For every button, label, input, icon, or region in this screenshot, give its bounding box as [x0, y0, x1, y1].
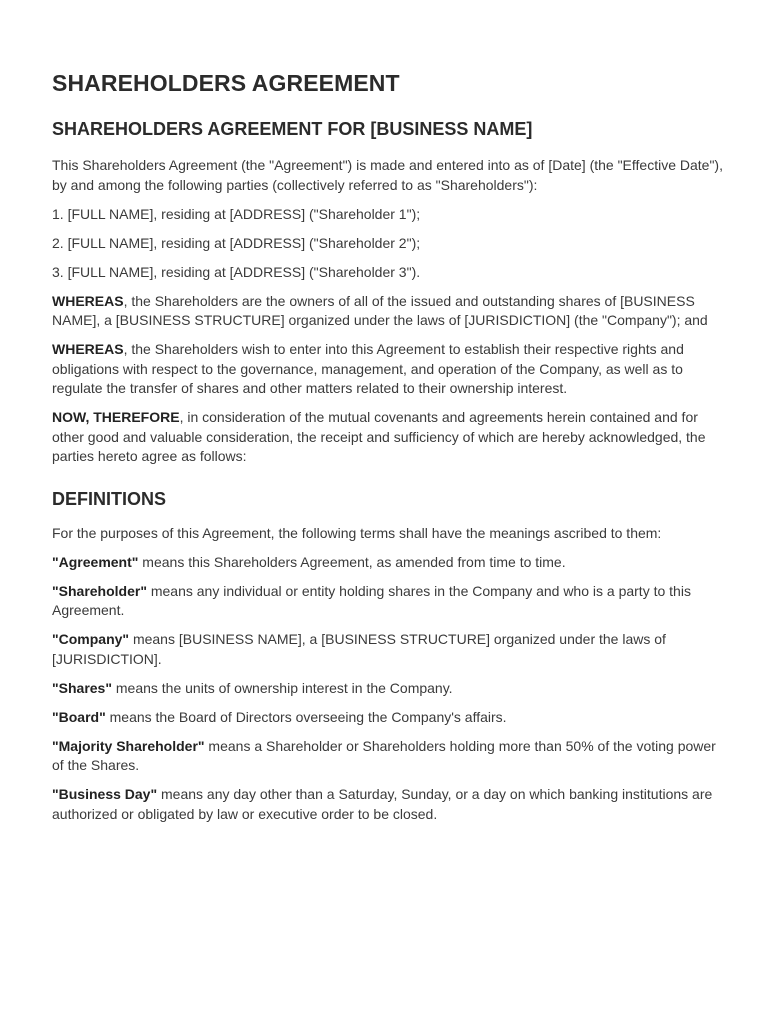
definition-term: "Majority Shareholder": [52, 737, 205, 754]
definition-meaning: means a Shareholder or Shareholders holding more than 50% of the voting power of the Shares.: [52, 737, 716, 773]
recital-text: , in consideration of the mutual covenants and agreements herein contained and for other good and valuable consideration, the receipt and sufficiency of which are hereby acknowledged, the parties hereto agree as follows:: [52, 409, 706, 464]
recital-lead: WHEREAS: [52, 292, 124, 309]
definition-meaning: means this Shareholders Agreement, as amended from time to time.: [138, 553, 566, 570]
definition-item: [52, 785, 724, 824]
definition-meaning: means any individual or entity holding shares in the Company and who is a party to this Agreement.: [52, 582, 691, 618]
definition-term: "Shareholder": [52, 582, 147, 599]
definition-term: "Shares": [52, 679, 112, 696]
definition-term: "Company": [52, 631, 130, 647]
recital-text: , the Shareholders are the owners of all of the issued and outstanding shares of [BUSINESS NAME], a [BUSINESS STRUCTURE] organized under the laws of [JURISDICTION] (the "Company"); and: [52, 292, 708, 328]
definition-meaning: means the units of ownership interest in the Company.: [111, 679, 453, 696]
party-item: 3. [FULL NAME], residing at [ADDRESS] ("Shareholder 3").: [52, 263, 421, 280]
definition-meaning: means [BUSINESS NAME], a [BUSINESS STRUCTURE] organized under the laws of [JURISDICTION].: [52, 631, 666, 667]
definition-item: [52, 553, 724, 573]
definitions-intro: For the purposes of this Agreement, the following terms shall have the meanings ascribed to them:: [52, 524, 662, 541]
party-item: 1. [FULL NAME], residing at [ADDRESS] ("Shareholder 1");: [52, 205, 421, 222]
definition-term: "Agreement": [52, 553, 139, 570]
definition-item: [52, 737, 724, 776]
recital-paragraph: [52, 408, 724, 467]
party-item: 2. [FULL NAME], residing at [ADDRESS] ("Shareholder 2");: [52, 234, 421, 251]
definition-item: [52, 679, 724, 699]
definition-meaning: means any day other than a Saturday, Sunday, or a day on which banking institutions are authorized or obligated by law or executive order to be closed.: [52, 786, 713, 822]
definition-item: [52, 630, 724, 669]
recital-lead: NOW, THEREFORE: [52, 409, 180, 425]
intro-paragraph: This Shareholders Agreement (the "Agreement") is made and entered into as of [Date] (the "Effective Date"), by and among the following parties (collectively referred to as "Shareholders"):: [52, 157, 723, 193]
definitions-heading: DEFINITIONS: [52, 488, 167, 509]
definition-term: "Business Day": [52, 786, 158, 802]
recital-lead: WHEREAS: [52, 341, 124, 357]
definition-item: [52, 582, 724, 621]
document-subtitle: SHAREHOLDERS AGREEMENT FOR [BUSINESS NAME]: [52, 119, 533, 139]
definition-meaning: means the Board of Directors overseeing the Company's affairs.: [105, 708, 507, 725]
definition-term: "Board": [52, 708, 106, 725]
definition-item: [52, 708, 724, 728]
recital-paragraph: [52, 340, 724, 399]
recital-text: , the Shareholders wish to enter into this Agreement to establish their respective rights and obligations with respect to the governance, management, and operation of the Company, as well as to regulate the transfer of shares and other matters related to their ownership interest.: [52, 341, 684, 396]
document-page: [52, 70, 724, 834]
recital-paragraph: [52, 292, 724, 331]
document-title: SHAREHOLDERS AGREEMENT: [52, 70, 400, 96]
